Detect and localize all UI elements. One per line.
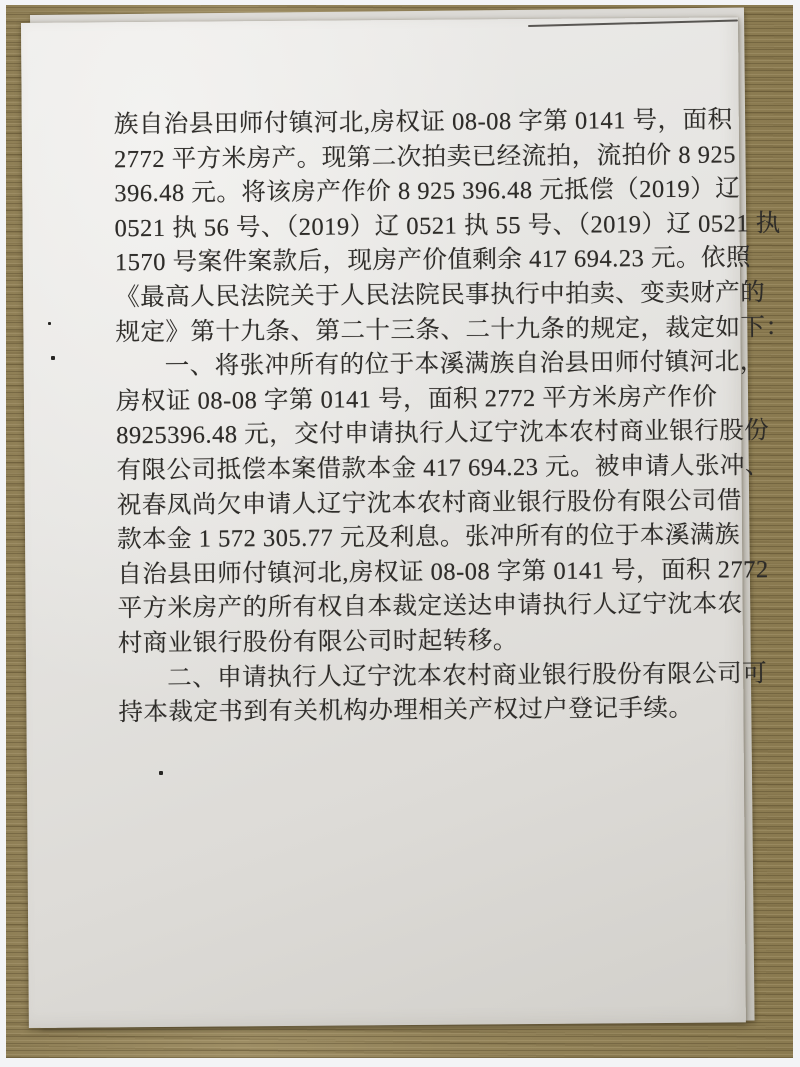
document-line: 款本金 1 572 305.77 元及利息。张冲所有的位于本溪满族	[116, 521, 741, 554]
ink-speck	[51, 356, 55, 360]
document-line: 8925396.48 元，交付申请执行人辽宁沈本农村商业银行股份	[116, 417, 770, 450]
document-line: 祝春凤尚欠申请人辽宁沈本农村商业银行股份有限公司借	[116, 486, 742, 519]
ink-speck	[48, 322, 51, 325]
document-line: 0521 执 56 号、（2019）辽 0521 执 55 号、（2019）辽 0521 执	[114, 209, 781, 243]
document-text	[113, 104, 791, 731]
document-line: 《最高人民法院关于人民法院民事执行中拍卖、变卖财产的	[115, 279, 766, 312]
ink-speck	[159, 771, 163, 775]
document-line: 持本裁定书到有关机构办理相关产权过户登记手续。	[118, 694, 694, 727]
document-line: 规定》第十九条、第二十三条、二十九条的规定，裁定如下：	[115, 313, 791, 346]
document-line: 房权证 08-08 字第 0141 号，面积 2772 平方米房产作价	[115, 383, 718, 416]
document-line: 族自治县田师付镇河北,房权证 08-08 字第 0141 号，面积	[113, 106, 733, 139]
document-line: 二、申请执行人辽宁沈本农村商业银行股份有限公司可	[167, 659, 768, 692]
document-line: 1570 号案件案款后，现房产价值剩余 417 694.23 元。依照	[114, 244, 752, 277]
document-line: 平方米房产的所有权自本裁定送达申请执行人辽宁沈本农	[117, 590, 743, 623]
document-line: 2772 平方米房产。现第二次拍卖已经流拍，流拍价 8 925	[113, 140, 737, 173]
document-line: 一、将张冲所有的位于本溪满族自治县田师付镇河北，	[164, 348, 765, 381]
document-line: 村商业银行股份有限公司时起转移。	[117, 627, 518, 658]
document-line: 有限公司抵偿本案借款本金 417 694.23 元。被申请人张冲、	[116, 452, 771, 485]
document-line: 自治县田师付镇河北,房权证 08-08 字第 0141 号，面积 2772	[117, 555, 769, 588]
document-page	[21, 17, 791, 1028]
document-line: 396.48 元。将该房产作价 8 925 396.48 元抵偿（2019）辽	[114, 175, 741, 208]
